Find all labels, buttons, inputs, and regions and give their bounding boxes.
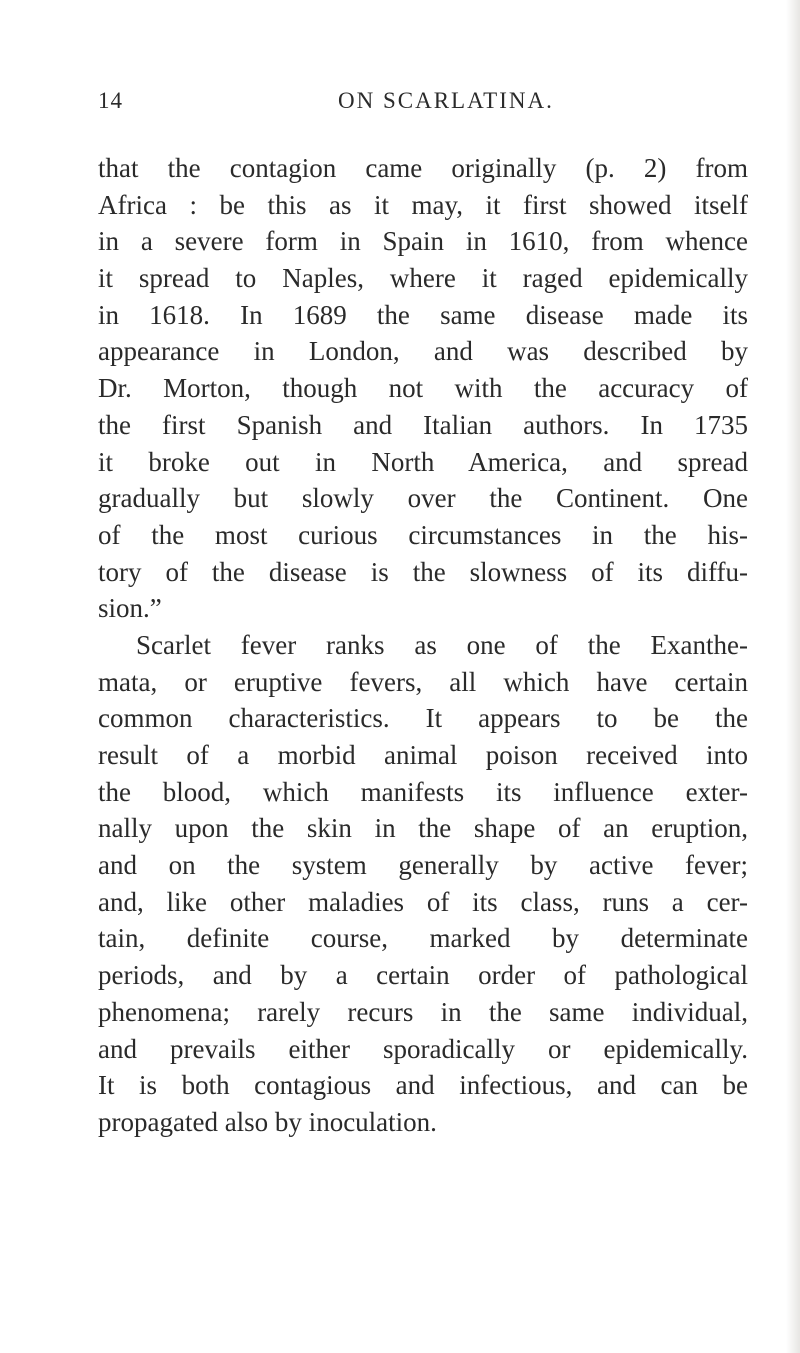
- text-line: result of a morbid animal poison received into: [98, 740, 748, 770]
- text-line: and on the system generally by active fever;: [98, 850, 748, 881]
- text-line: periods, and by a certain order of pathological: [98, 960, 748, 991]
- text-line: the blood, which manifests its influence exter-: [98, 776, 748, 807]
- text-line: propagated also by inoculation.: [98, 1106, 437, 1137]
- text-line: it broke out in North America, and spread: [98, 446, 748, 477]
- text-line: Dr. Morton, though not with the accuracy of: [98, 373, 748, 404]
- text-line: nally upon the skin in the shape of an eruption,: [98, 813, 748, 844]
- running-head: [98, 88, 748, 118]
- text-line: common characteristics. It appears to be the: [98, 703, 748, 734]
- text-line: Scarlet fever ranks as one of the Exanthe-: [136, 629, 748, 660]
- text-line: tain, definite course, marked by determinate: [98, 923, 748, 954]
- page-edge-shadow: [786, 0, 800, 1353]
- running-head-title: ON SCARLATINA.: [338, 88, 554, 113]
- text-line: gradually but slowly over the Continent. One: [98, 483, 748, 514]
- text-line: appearance in London, and was described by: [98, 336, 748, 367]
- paragraph-2: [98, 627, 748, 1141]
- text-line: that the contagion came originally (p. 2) from: [98, 153, 748, 183]
- text-line: it spread to Naples, where it raged epidemically: [98, 263, 748, 294]
- text-line: of the most curious circumstances in the his-: [98, 519, 748, 550]
- text-line: in a severe form in Spain in 1610, from whence: [98, 226, 748, 257]
- page-number: 14: [98, 88, 123, 113]
- text-line: sion.”: [98, 593, 162, 624]
- text-line: It is both contagious and infectious, and can be: [98, 1070, 748, 1101]
- text-line: in 1618. In 1689 the same disease made its: [98, 299, 748, 330]
- text-line: and prevails either sporadically or epidemically.: [98, 1033, 748, 1064]
- text-line: tory of the disease is the slowness of its diffu-: [98, 556, 748, 587]
- body-text: [98, 150, 748, 1141]
- text-line: mata, or eruptive fevers, all which have certain: [98, 666, 748, 697]
- text-line: and, like other maladies of its class, runs a cer-: [98, 886, 748, 917]
- text-line: Africa : be this as it may, it first showed itself: [98, 189, 748, 220]
- text-line: the first Spanish and Italian authors. In 1735: [98, 409, 748, 440]
- paragraph-1: [98, 150, 748, 627]
- text-line: phenomena; rarely recurs in the same individual,: [98, 996, 748, 1027]
